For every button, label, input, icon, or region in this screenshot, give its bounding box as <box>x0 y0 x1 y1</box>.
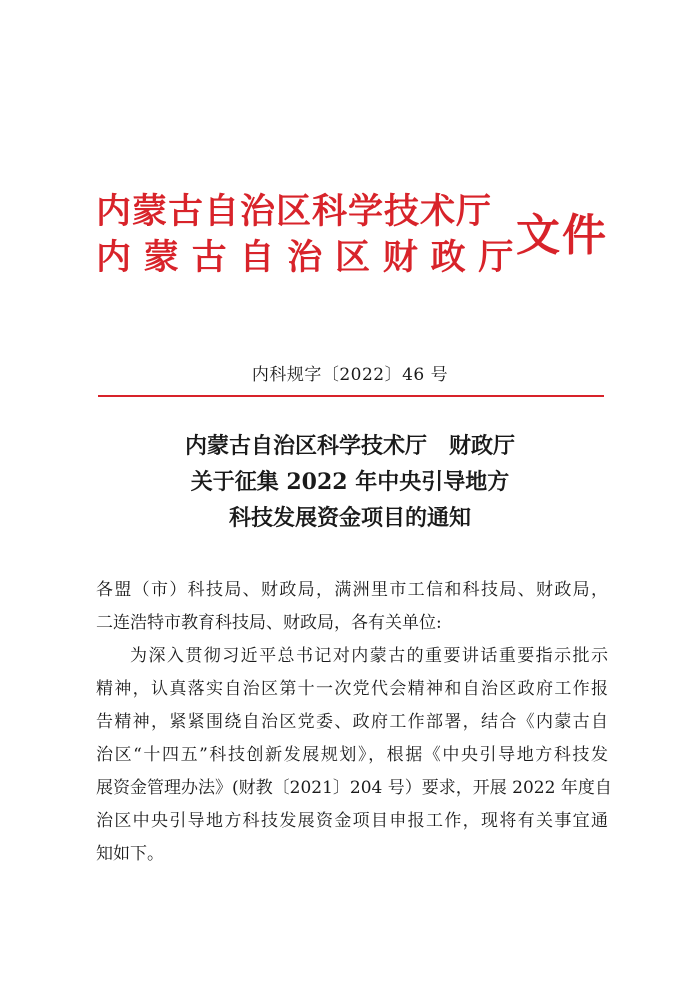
red-divider-line <box>98 395 604 397</box>
document-number: 内科规字〔2022〕46 号 <box>251 365 449 385</box>
issuer-line-finance: 内蒙古自治区财政厅 <box>96 237 527 278</box>
paragraph-line: 告精神，紧紧围绕自治区党委、政府工作部署，结合《内蒙古自 <box>96 712 608 732</box>
paragraph-line: 精神，认真落实自治区第十一次党代会精神和自治区政府工作报 <box>96 679 608 699</box>
issuer-line-science-tech: 内蒙古自治区科学技术厅 <box>96 191 493 232</box>
paragraph-line: 知如下。 <box>96 844 164 864</box>
title-line-1: 内蒙古自治区科学技术厅 财政厅 <box>184 433 515 459</box>
notice-title <box>0 428 700 536</box>
paragraph-line: 治区“十四五”科技创新发展规划》，根据《中央引导地方科技发 <box>96 745 608 765</box>
document-header <box>96 188 616 288</box>
paragraph-line: 治区中央引导地方科技发展资金项目申报工作，现将有关事宜通 <box>96 811 608 831</box>
title-line-2: 关于征集 2022 年中央引导地方 <box>190 469 510 495</box>
recipients-line-2: 二连浩特市教育科技局、财政局，各有关单位: <box>96 613 442 633</box>
notice-body <box>96 574 612 871</box>
title-line-3: 科技发展资金项目的通知 <box>228 505 471 531</box>
recipients-line-1: 各盟（市）科技局、财政局，满洲里市工信和科技局、财政局， <box>96 580 608 600</box>
paragraph-line: 为深入贯彻习近平总书记对内蒙古的重要讲话重要指示批示 <box>130 646 608 666</box>
document-label: 文件 <box>516 210 608 261</box>
paragraph-line: 展资金管理办法》(财教〔2021〕204 号）要求，开展 2022 年度自 <box>96 778 612 798</box>
